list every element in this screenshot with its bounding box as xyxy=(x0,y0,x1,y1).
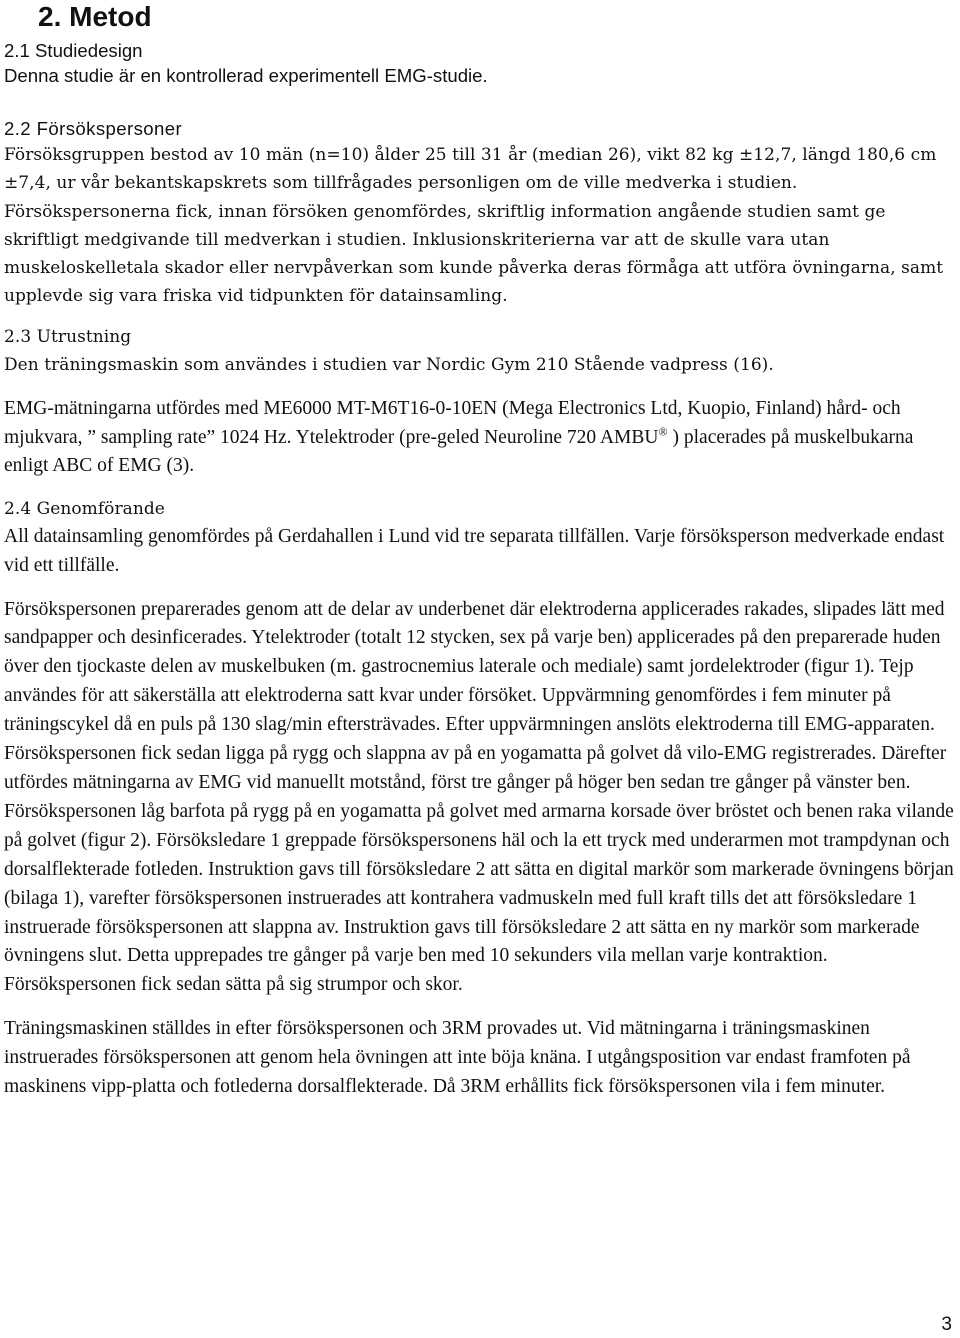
section-2-1 xyxy=(4,38,958,88)
section-2-3-text: Den träningsmaskin som användes i studien var Nordic Gym 210 Stående vadpress (16). xyxy=(4,355,774,376)
section-2-1-title: 2.1 Studiedesign xyxy=(4,40,143,61)
section-2-4 xyxy=(4,495,958,1102)
section-2-1-text: Denna studie är en kontrollerad experimentell EMG-studie. xyxy=(4,65,488,86)
section-2-4-para-3: Träningsmaskinen ställdes in efter försökspersonen och 3RM provades ut. Vid mätningarna i träningsmaskinen instruerades försökspersonen att genom hela övningen att inte böja knäna. I utgångsposition var endast framfoten på maskinens vipp-platta och fotlederna dorsalflekterade. Då 3RM erhållits fick försökspersonen vila i fem minuter. xyxy=(4,1018,911,1098)
section-2-3-title: 2.3 Utrustning xyxy=(4,326,132,347)
section-2-4-title: 2.4 Genomförande xyxy=(4,498,165,519)
registered-mark: ® xyxy=(658,424,668,439)
section-2-4-para-1: All datainsamling genomfördes på Gerdahallen i Lund vid tre separata tillfällen. Varje försöksperson medverkade endast vid ett tillfälle. xyxy=(4,526,945,576)
emg-text-b: ) placerades på muskelbukarna enligt ABC of EMG (3). xyxy=(4,426,914,477)
section-2-2-text: Försöksgruppen bestod av 10 män (n=10) ålder 25 till 31 år (median 26), vikt 82 kg ±12,7, längd 180,6 cm ±7,4, ur vår bekantskapskrets som tillfrågades personligen om de ville medverka i studien. Försökspersonerna fick, innan försöken genomfördes, skriftlig information angående studien samt ge skriftligt medgivande till medverkan i studien. Inklusionskriterierna var att de skulle vara utan muskeloskelletala skador eller nervpåverkan som kunde påverka deras förmåga att utföra övningarna, samt upplevde sig vara friska vid tidpunkten för datainsamling. xyxy=(4,145,944,307)
page-number: 3 xyxy=(941,1314,952,1335)
document-page xyxy=(4,0,958,1102)
section-2-2-title: 2.2 Försökspersoner xyxy=(4,118,183,139)
section-2-4-para-2: Försökspersonen preparerades genom att de delar av underbenet där elektroderna applicerades rakades, slipades lätt med sandpapper och desinficerades. Ytelektroder (totalt 12 stycken, sex på varje ben) applicerades på den preparerade huden över den tjockaste delen av muskelbuken (m. gastrocnemius laterale och mediale) samt jordelektroder (figur 1). Tejp användes för att säkerställa att elektroderna satt kvar under försöket. Uppvärmning genomfördes i fem minuter på träningscykel då en puls på 130 slag/min eftersträvades. Efter uppvärmningen anslöts elektroderna till EMG-apparaten. Försökspersonen fick sedan ligga på rygg och slappna av på en yogamatta på golvet då vilo-EMG registrerades. Därefter utfördes mätningarna av EMG vid manuellt motstånd, först tre gånger på höger ben sedan tre gånger på vänster ben. Försökspersonen låg barfota på rygg på en yogamatta på golvet med armarna korsade över bröstet och benen raka vilande på golvet (figur 2). Försöksledare 1 greppade försökspersonens häl och la ett tryck med underarmen mot trampdynan och dorsalflekterade fotleden. Instruktion gavs till försöksledare 2 att sätta en digital markör som markerade övningens början (bilaga 1), varefter försökspersonen instruerades att kontrahera vadmuskeln med full kraft tills det att försöksledare 1 instruerade försökspersonen att slappna av. Instruktion gavs till försöksledare 2 att sätta en ny markör som markerade övningens slut. Detta upprepades tre gånger på varje ben med 10 sekunders vila mellan varje kontraktion. Försökspersonen fick sedan sätta på sig strumpor och skor. xyxy=(4,598,954,996)
section-2-3 xyxy=(4,323,958,481)
section-2-2 xyxy=(4,116,958,311)
emg-text-a: EMG-mätningarna utfördes med ME6000 MT-M6T16-0-10EN (Mega Electronics Ltd, Kuopio, Finland) hård- och mjukvara, ” sampling rate” 1024 Hz. Ytelektroder (pre-geled Neuroline 720 AMBU xyxy=(4,397,901,448)
section-2-3-emg-text xyxy=(4,395,958,481)
chapter-heading: 2. Metod xyxy=(38,1,152,32)
